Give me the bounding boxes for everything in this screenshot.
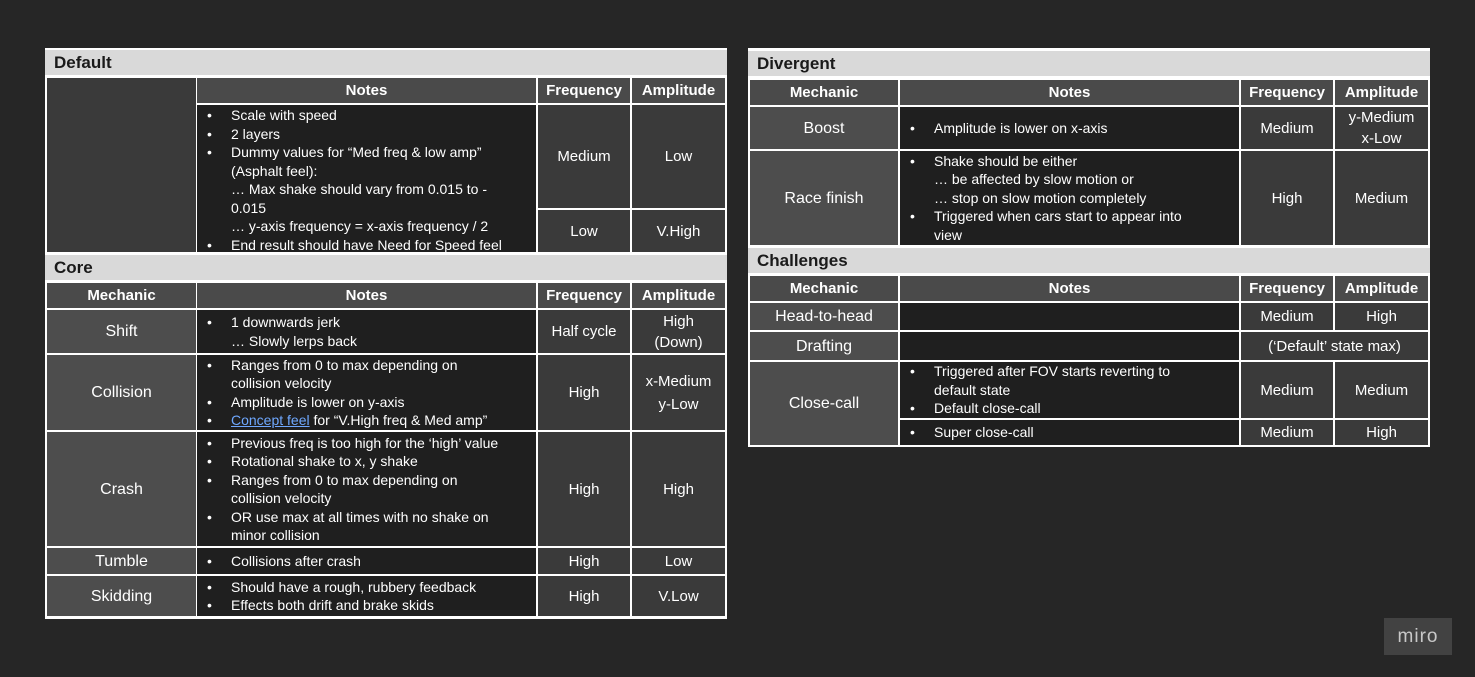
concept-feel-link[interactable]: Concept feel: [231, 412, 310, 428]
note-line: • Rotational shake to x, y shake: [197, 452, 536, 471]
amplitude-line: (Down): [654, 333, 703, 351]
divergent-mechanic-boost: Boost: [750, 107, 898, 149]
divergent-notes-race-finish: [900, 151, 1239, 245]
note-line: • Default close-call: [900, 399, 1239, 418]
default-amplitude-header: Amplitude: [632, 78, 725, 103]
amplitude-line: x-Medium: [645, 372, 712, 390]
amplitude-line: x-Low: [1361, 130, 1402, 147]
note-line: default state: [934, 381, 1011, 398]
note-text: for “V.High freq & Med amp”: [309, 412, 488, 428]
note-line: • Shake should be either: [900, 152, 1239, 171]
note-line: collision velocity: [231, 375, 332, 391]
core-mechanic-skidding: Skidding: [47, 576, 196, 616]
default-notes: [197, 105, 536, 252]
left-table-panel: [45, 48, 727, 619]
core-amplitude-crash: High: [632, 432, 725, 546]
default-row2-frequency: Low: [538, 210, 630, 252]
challenges-notes-close-call-2: [900, 420, 1239, 445]
default-row1-amplitude: Low: [632, 105, 725, 208]
note-line: view: [934, 226, 963, 243]
note-line: … y-axis frequency = x-axis frequency / 2: [231, 218, 489, 234]
note-line: … Max shake should vary from 0.015 to -: [231, 181, 487, 197]
note-line: • Collisions after crash: [197, 552, 536, 571]
core-notes-tumble: [197, 548, 536, 574]
note-line: (Asphalt feel):: [231, 162, 318, 179]
note-line: … Slowly lerps back: [231, 332, 358, 349]
challenges-mechanic-drafting: Drafting: [750, 332, 898, 360]
core-notes-crash: [197, 432, 536, 546]
default-row1-frequency: Medium: [538, 105, 630, 208]
note-line: • Triggered after FOV starts reverting to: [900, 362, 1239, 381]
core-amplitude-header: Amplitude: [632, 283, 725, 308]
core-mechanic-collision: Collision: [47, 355, 196, 430]
challenges-notes-close-call-1: [900, 362, 1239, 418]
note-line: collision velocity: [231, 490, 332, 506]
default-section-title: Default: [45, 50, 727, 75]
divergent-mechanic-race-finish: Race finish: [750, 151, 898, 245]
note-line: … stop on slow motion completely: [934, 189, 1147, 206]
amplitude-line: y-Medium: [1348, 109, 1415, 126]
amplitude-line: y-Low: [658, 395, 699, 413]
note-line: • OR use max at all times with no shake on: [197, 508, 536, 527]
note-line: • Ranges from 0 to max depending on: [197, 471, 536, 490]
challenges-notes-head-to-head: [900, 303, 1239, 330]
challenges-mechanic-head-to-head: Head-to-head: [750, 303, 898, 330]
divergent-amplitude-race-finish: Medium: [1335, 151, 1428, 245]
core-notes-shift: [197, 310, 536, 353]
amplitude-line: High: [663, 312, 694, 330]
note-line: • Previous freq is too high for the ‘high’ value: [197, 434, 536, 453]
default-notes-header: Notes: [197, 78, 536, 103]
core-amplitude-skidding: V.Low: [632, 576, 725, 616]
core-section-title: Core: [45, 255, 727, 280]
core-frequency-header: Frequency: [538, 283, 630, 308]
challenges-notes-drafting: [900, 332, 1239, 360]
note-line: • 2 layers: [197, 125, 536, 144]
note-line: • Amplitude is lower on y-axis: [197, 393, 536, 412]
core-notes-skidding: [197, 576, 536, 616]
divergent-notes-boost: [900, 107, 1239, 149]
divergent-frequency-race-finish: High: [1241, 151, 1333, 245]
core-frequency-shift: Half cycle: [538, 310, 630, 353]
core-frequency-collision: High: [538, 355, 630, 430]
core-frequency-tumble: High: [538, 548, 630, 574]
note-line: 0.015: [231, 199, 267, 216]
divergent-amplitude-header: Amplitude: [1335, 80, 1428, 105]
core-amplitude-collision: [632, 355, 725, 430]
default-mechanic-blank: [47, 78, 196, 252]
challenges-frequency-close-call-2: Medium: [1241, 420, 1333, 445]
divergent-mechanic-header: Mechanic: [750, 80, 898, 105]
challenges-amplitude-close-call-2: High: [1335, 420, 1428, 445]
note-line: [197, 411, 536, 430]
note-line: • Scale with speed: [197, 106, 536, 125]
challenges-frequency-close-call-1: Medium: [1241, 362, 1333, 418]
divergent-notes-header: Notes: [900, 80, 1239, 105]
note-line: • 1 downwards jerk: [197, 313, 536, 332]
note-line: minor collision: [231, 527, 320, 543]
default-frequency-header: Frequency: [538, 78, 630, 103]
challenges-mechanic-header: Mechanic: [750, 276, 898, 301]
default-row2-amplitude: V.High: [632, 210, 725, 252]
note-line: • Effects both drift and brake skids: [197, 596, 536, 615]
note-line: • Dummy values for “Med freq & low amp”: [197, 143, 536, 162]
challenges-frequency-head-to-head: Medium: [1241, 303, 1333, 330]
core-notes-collision: [197, 355, 536, 430]
note-line: • Should have a rough, rubbery feedback: [197, 578, 536, 597]
core-amplitude-shift: [632, 310, 725, 353]
challenges-amplitude-head-to-head: High: [1335, 303, 1428, 330]
core-amplitude-tumble: Low: [632, 548, 725, 574]
miro-logo[interactable]: miro: [1384, 618, 1452, 655]
note-line: • End result should have Need for Speed feel: [197, 236, 536, 253]
core-notes-header: Notes: [197, 283, 536, 308]
note-line: … be affected by slow motion or: [934, 171, 1134, 188]
challenges-notes-header: Notes: [900, 276, 1239, 301]
divergent-frequency-header: Frequency: [1241, 80, 1333, 105]
challenges-amplitude-header: Amplitude: [1335, 276, 1428, 301]
core-frequency-crash: High: [538, 432, 630, 546]
divergent-frequency-boost: Medium: [1241, 107, 1333, 149]
core-mechanic-tumble: Tumble: [47, 548, 196, 574]
right-table-panel: [748, 48, 1430, 447]
core-mechanic-shift: Shift: [47, 310, 196, 353]
divergent-section-title: Divergent: [748, 51, 1430, 76]
challenges-drafting-merged-value: (‘Default’ state max): [1241, 332, 1428, 360]
challenges-section-title: Challenges: [748, 248, 1430, 273]
core-mechanic-crash: Crash: [47, 432, 196, 546]
core-mechanic-header: Mechanic: [47, 283, 196, 308]
challenges-amplitude-close-call-1: Medium: [1335, 362, 1428, 418]
note-line: • Triggered when cars start to appear into: [900, 207, 1239, 226]
note-line: • Amplitude is lower on x-axis: [900, 119, 1239, 138]
note-line: • Super close-call: [900, 423, 1239, 442]
challenges-frequency-header: Frequency: [1241, 276, 1333, 301]
note-line: • Ranges from 0 to max depending on: [197, 356, 536, 375]
challenges-mechanic-close-call: Close-call: [750, 362, 898, 445]
divergent-amplitude-boost: [1335, 107, 1428, 149]
core-frequency-skidding: High: [538, 576, 630, 616]
